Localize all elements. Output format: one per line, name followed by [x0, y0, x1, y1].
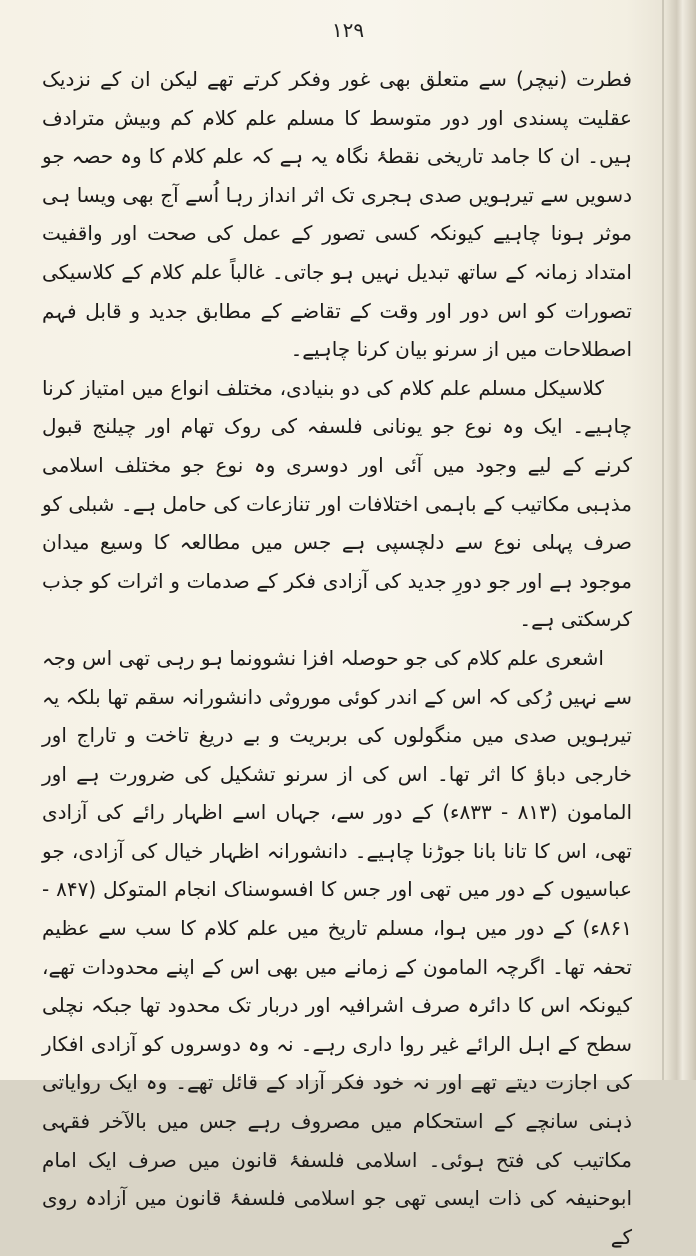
page-fold-line — [662, 0, 664, 1080]
paragraph-2: کلاسیکل مسلم علم کلام کی دو بنیادی، مختلف انواع میں امتیاز کرنا چاہیے۔ ایک وہ نوع جو یونانی فلسفہ کی روک تھام اور چیلنج قبول کرنے کے لیے وجود میں آئی اور دوسری وہ نوع جو مختلف اسلامی مذہبی مکاتیب کے باہمی اختلافات اور تنازعات کی حامل ہے۔ شبلی کو صرف پہلی نوع سے دلچسپی ہے جس میں مطالعہ کا وسیع میدان موجود ہے اور جو دورِ جدید کی آزادی فکر کے صدمات و اثرات کو جذب کرسکتی ہے۔ — [42, 375, 632, 632]
page-number: ۱۲۹ — [331, 18, 365, 42]
body-text — [42, 60, 632, 1256]
paragraph-3: اشعری علم کلام کی جو حوصلہ افزا نشوونما ہو رہی تھی اس وجہ سے نہیں رُکی کہ اس کے اندر کوئی موروثی دانشورانہ سقم تھا بلکہ یہ تیرہویں صدی میں منگولوں کی بربریت و بے دریغ تاخت و تاراج اور خارجی دباؤ کا اثر تھا۔ اس کی از سرنو تشکیل کی ضرورت ہے اور المامون (۸۱۳ - ۸۳۳ء) کے دور سے، جہاں اسے اظہار رائے کی آزادی تھی، اس کا تانا بانا جوڑنا چاہیے۔ دانشورانہ اظہار خیال کی آزادی، جو عباسیوں کے دور میں تھی اور جس کا افسوسناک انجام المتوکل (۸۴۷ - ۸۶۱ء) کے دور میں ہوا، مسلم تاریخ میں علم کلام کا سب سے عظیم تحفہ تھا۔ اگرچہ المامون کے زمانے میں بھی اس کے اپنے محدودات تھے، کیونکہ اس کا دائرہ صرف اشرافیہ اور دربار تک محدود تھا جبکہ نچلی سطح کے اہل الرائے غیر روا داری رہے۔ نہ وہ دوسروں کو آزادی افکار کی اجازت دیتے تھے اور نہ خود فکر آزاد کے قائل تھے۔ وہ ایک روایاتی ذہنی سانچے کے استحکام میں مصروف رہے جس میں بالآخر فقہی مکاتیب کی فتح ہوئی۔ اسلامی فلسفۂ قانون میں صرف ایک امام ابوحنیفہ کی ذات ایسی تھی جو اسلامی فلسفۂ قانون میں آزادہ روی کے — [42, 645, 633, 1249]
paragraph-1: فطرت (نیچر) سے متعلق بھی غور وفکر کرتے تھے لیکن ان کے نزدیک عقلیت پسندی اور دور متوسط کا مسلم علم کلام کم وبیش مترادف ہیں۔ ان کا جامد تاریخی نقطۂ نگاہ یہ ہے کہ علم کلام کا وہ حصہ جو دسویں سے تیرہویں صدی ہجری تک اثر انداز رہا اُسے آج بھی ویسا ہی موثر ہونا چاہیے کیونکہ کسی تصور کے عمل کی صحت اور واقفیت امتداد زمانہ کے ساتھ تبدیل نہیں ہو جاتی۔ غالباً علم کلام کے کلاسیکی تصورات کو اس دور اور وقت کے تقاضے کے مطابق جدید و قابل فہم اصطلاحات میں از سرنو بیان کرنا چاہیے۔ — [42, 67, 632, 362]
page-edge-shadow — [666, 0, 696, 1080]
